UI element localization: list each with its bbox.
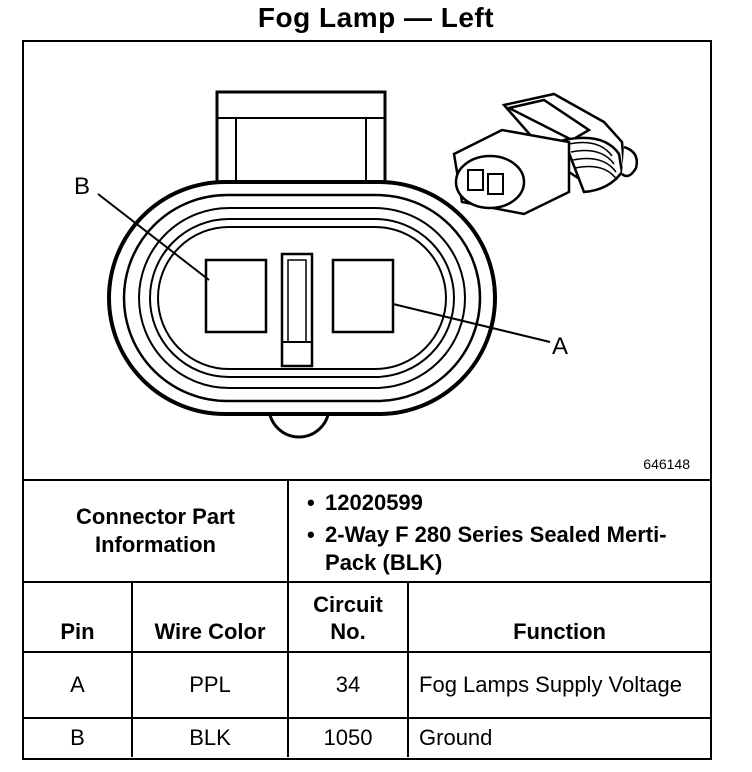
connector-frame [22, 40, 712, 760]
header-pin: Pin [24, 582, 132, 652]
connector-housing [109, 182, 495, 414]
pin-a-label: A [552, 333, 569, 360]
header-function: Function [408, 582, 710, 652]
page-title: Fog Lamp — Left [257, 2, 495, 33]
connector-description: • 2-Way F 280 Series Sealed Merti-Pack (BLK) [299, 521, 700, 577]
connector-perspective-view [454, 94, 637, 214]
pinout-table [24, 479, 710, 757]
connector-info-label: Connector Part Information [24, 480, 288, 582]
header-wire-color: Wire Color [132, 582, 288, 652]
connector-latch [217, 92, 385, 184]
wire-color-cell: PPL [132, 652, 288, 718]
pin-cell: B [24, 718, 132, 757]
circuit-cell: 1050 [288, 718, 408, 757]
table-row [24, 652, 710, 718]
connector-info-list [288, 480, 710, 582]
header-circuit: Circuit No. [288, 582, 408, 652]
connector-diagram [24, 42, 710, 479]
pin-cell: A [24, 652, 132, 718]
function-cell: Ground [408, 718, 710, 757]
wire-color-cell: BLK [132, 718, 288, 757]
pin-b-label: B [74, 173, 91, 200]
circuit-cell: 34 [288, 652, 408, 718]
connector-part-number: • 12020599 [299, 489, 700, 517]
table-header-row [24, 582, 710, 652]
connector-info-row [24, 480, 710, 582]
figure-id: 646148 [643, 456, 690, 472]
table-row [24, 718, 710, 757]
function-cell: Fog Lamps Supply Voltage [408, 652, 710, 718]
